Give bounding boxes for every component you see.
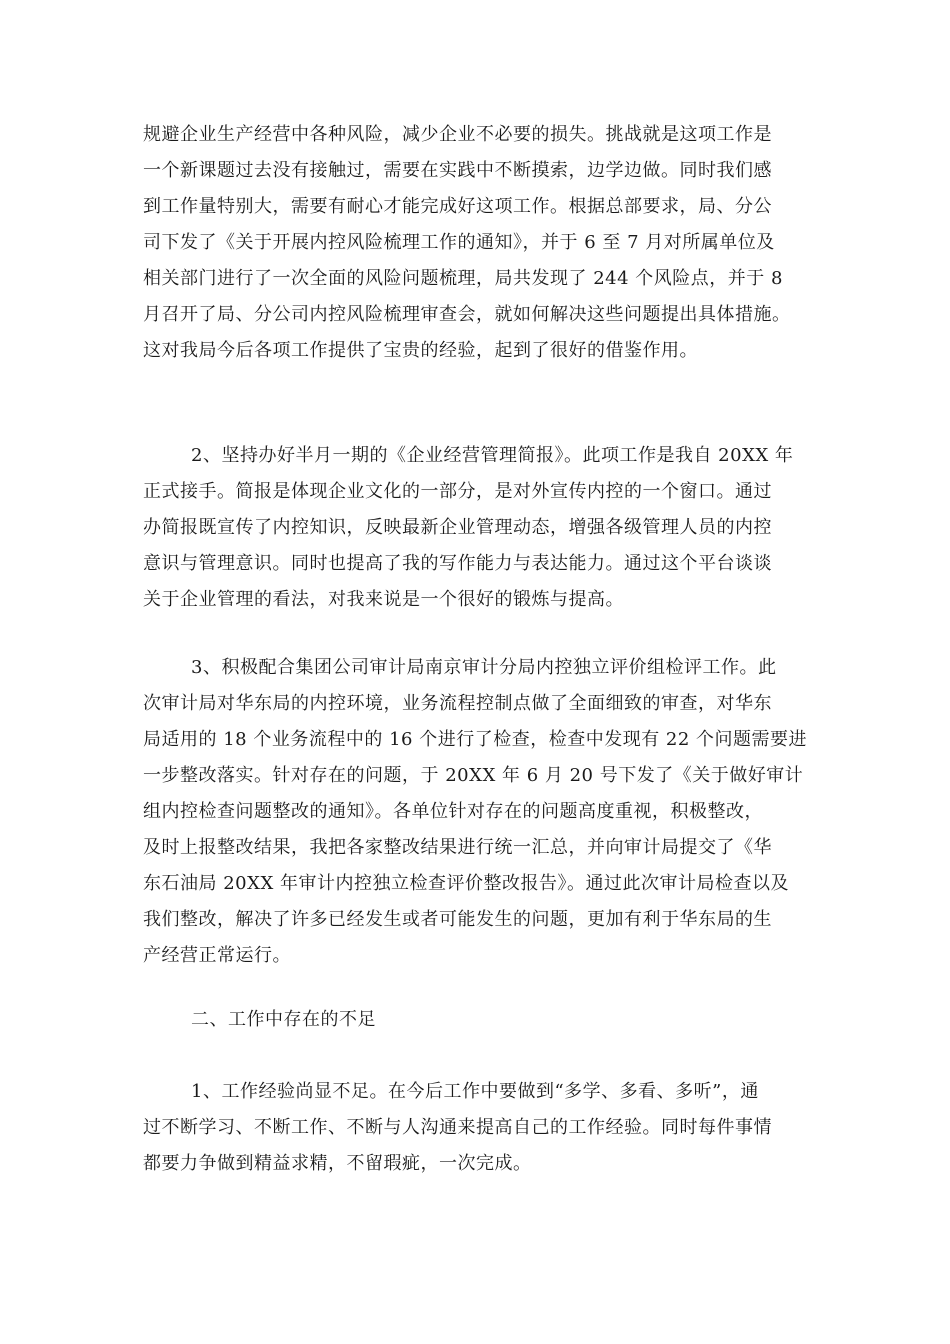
text-line: 2、坚持办好半月一期的《企业经营管理简报》。此项工作是我自 20XX 年 — [191, 445, 794, 466]
text-line: 次审计局对华东局的内控环境，业务流程控制点做了全面细致的审查，对华东 — [143, 693, 772, 714]
text-line: 办简报既宣传了内控知识，反映最新企业管理动态，增强各级管理人员的内控 — [143, 517, 772, 538]
text-line: 一步整改落实。针对存在的问题，于 20XX 年 6 月 20 号下发了《关于做好审计 — [143, 765, 804, 786]
text-line: 司下发了《关于开展内控风险梳理工作的通知》，并于 6 至 7 月对所属单位及 — [143, 232, 775, 253]
paragraph-audit-cooperation — [143, 650, 823, 974]
text-line: 产经营正常运行。 — [143, 945, 291, 966]
text-line: 3、积极配合集团公司审计局南京审计分局内控独立评价组检评工作。此 — [191, 657, 777, 678]
paragraph-management-bulletin — [143, 438, 823, 618]
text-line: 相关部门进行了一次全面的风险问题梳理，局共发现了 244 个风险点，并于 8 — [143, 268, 783, 289]
text-line: 东石油局 20XX 年审计内控独立检查评价整改报告》。通过此次审计局检查以及 — [143, 873, 789, 894]
text-line: 过不断学习、不断工作、不断与人沟通来提高自己的工作经验。同时每件事情 — [143, 1117, 772, 1138]
text-line: 一个新课题过去没有接触过，需要在实践中不断摸索，边学边做。同时我们感 — [143, 160, 772, 181]
text-line: 都要力争做到精益求精，不留瑕疵，一次完成。 — [143, 1153, 532, 1174]
text-line: 及时上报整改结果，我把各家整改结果进行统一汇总，并向审计局提交了《华 — [143, 837, 772, 858]
text-line: 组内控检查问题整改的通知》。各单位针对存在的问题高度重视，积极整改， — [143, 801, 763, 822]
section-heading: 二、工作中存在的不足 — [191, 1009, 376, 1030]
paragraph-risk-review — [143, 117, 823, 369]
text-line: 1、工作经验尚显不足。在今后工作中要做到“多学、多看、多听”，通 — [191, 1081, 759, 1102]
text-line: 规避企业生产经营中各种风险，减少企业不必要的损失。挑战就是这项工作是 — [143, 124, 772, 145]
text-line: 到工作量特别大，需要有耐心才能完成好这项工作。根据总部要求，局、分公 — [143, 196, 772, 217]
text-line: 月召开了局、分公司内控风险梳理审查会，就如何解决这些问题提出具体措施。 — [143, 304, 791, 325]
section-heading-shortcomings — [143, 1002, 823, 1038]
text-line: 这对我局今后各项工作提供了宝贵的经验，起到了很好的借鉴作用。 — [143, 340, 698, 361]
text-line: 意识与管理意识。同时也提高了我的写作能力与表达能力。通过这个平台谈谈 — [143, 553, 772, 574]
text-line: 我们整改，解决了许多已经发生或者可能发生的问题，更加有利于华东局的生 — [143, 909, 772, 930]
text-line: 关于企业管理的看法，对我来说是一个很好的锻炼与提高。 — [143, 589, 624, 610]
text-line: 正式接手。简报是体现企业文化的一部分，是对外宣传内控的一个窗口。通过 — [143, 481, 772, 502]
text-line: 局适用的 18 个业务流程中的 16 个进行了检查，检查中发现有 22 个问题需要进 — [143, 729, 808, 750]
paragraph-experience — [143, 1074, 823, 1182]
